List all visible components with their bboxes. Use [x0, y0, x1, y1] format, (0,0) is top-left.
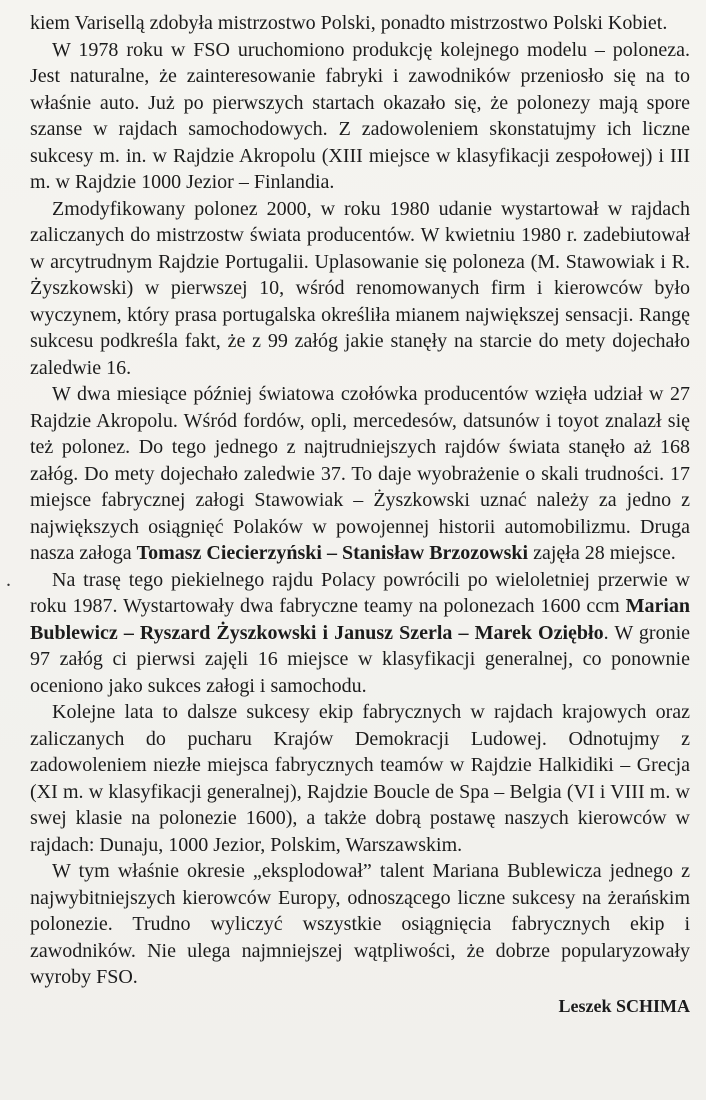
paragraph-4-end: zajęła 28 miejsce.	[533, 542, 676, 564]
author-signature: Leszek SCHIMA	[558, 995, 690, 1016]
paragraph-4	[30, 381, 690, 567]
paragraph-3: Zmodyfikowany polonez 2000, w roku 1980 udanie wystartował w rajdach zaliczanych do mistrzostw świata producentów. W kwietniu 1980 r. zadebiutował w arcytrudnym Rajdzie Portugalii. Uplasowanie się poloneza (M. Stawowiak i R. Żyszkowski) w pierwszej 10, wśród renomowanych firm i kierowców było wyczynem, który prasa portugalska określiła mianem największej sensacji. Rangę sukcesu podkreśla fakt, że z 99 załóg jakie stanęły na starcie do mety dojechało zaledwie 16.	[30, 197, 690, 379]
margin-mark: .	[6, 569, 11, 591]
paragraph-6: Kolejne lata to dalsze sukcesy ekip fabrycznych w rajdach krajowych oraz zaliczanych do pucharu Krajów Demokracji Ludowej. Odnotujmy z zadowoleniem niezłe miejsca fabrycznych teamów w Rajdzie Halkidiki – Grecja (XI m. w klasyfikacji generalnej), Rajdzie Boucle de Spa – Belgia (VI i VIII m. w swej klasie na polonezie 1600), a także dobrą postawę naszych kierowców w rajdach: Dunaju, 1000 Jezior, Polskim, Warszawskim.	[30, 701, 690, 856]
paragraph-7: W tym właśnie okresie „eksplodował” talent Mariana Bublewicza jednego z najwybitniejszych kierowców Europy, odnoszącego liczne sukcesy na żerańskim polonezie. Trudno wyliczyć wszystkie osiągnięcia fabrycznych ekip i zawodników. Nie ulega najmniejszej wątpliwości, że dobrze popularyzowały wyroby FSO.	[30, 860, 690, 988]
paragraph-1: kiem Varisellą zdobyła mistrzostwo Polski, ponadto mistrzostwo Polski Kobiet.	[30, 12, 668, 34]
paragraph-5: Na trasę tego piekielnego rajdu Polacy powrócili po wieloletniej przerwie w roku 1987. Wystartowały dwa fabryczne teamy na polonezach 1600 ccm Marian Bublewicz – Ryszard Żyszkowski i Janusz Szerla – Marek Oziębło. W gronie 97 załóg ci pierwsi zajęli 16 miejsce w klasyfikacji generalnej, co ponownie oceniono jako sukces załogi i samochodu.	[30, 568, 690, 697]
paragraph-5-end: W gronie 97 załóg ci pierwsi zajęli 16 miejsce w klasyfikacji generalnej, co ponownie oceniono jako sukces załogi i samochodu.	[30, 621, 690, 697]
paragraph-2: W 1978 roku w FSO uruchomiono produkcję kolejnego modelu – poloneza. Jest naturalne, że zainteresowanie fabryki i zawodników przeniosło się na to właśnie auto. Już po pierwszych startach okazało się, że polonezy mają spore szanse w rajdach samochodowych. Z zadowoleniem skonstatujmy ich liczne sukcesy m. in. w Rajdzie Akropolu (XIII miejsce w klasyfikacji zespołowej) i III m. w Rajdzie 1000 Jezior – Finlandia.	[30, 38, 690, 193]
crew-2-names: Tomasz Ciecierzyński – Stanisław Brzozowski	[136, 542, 529, 564]
fabric-teams-names: Marian Bublewicz – Ryszard Żyszkowski i Janusz Szerla – Marek Oziębło	[30, 595, 690, 644]
paragraph-5-text: Na trasę tego piekielnego rajdu Polacy powrócili po wieloletniej przerwie w roku 1987. Wystartowały dwa fabryczne teamy na polonezach 1600 ccm	[30, 568, 690, 617]
paragraph-4-text: W dwa miesiące później światowa czołówka producentów wzięła udział w 27 Rajdzie Akropolu. Wśród fordów, opli, mercedesów, datsunów i toyot znalazł się też polonez. Do tego jednego z najtrudniejszych rajdów świata stanęło aż 168 załóg. Do mety dojechało zaledwie 37. To daje wyobrażenie o skali trudności. 17 miejsce fabrycznej załogi Stawowiak – Żyszkowski uznać należy za jedno z największych osiągnięć Polaków w powojennej historii automobilizmu. Druga nasza załoga	[30, 383, 690, 564]
